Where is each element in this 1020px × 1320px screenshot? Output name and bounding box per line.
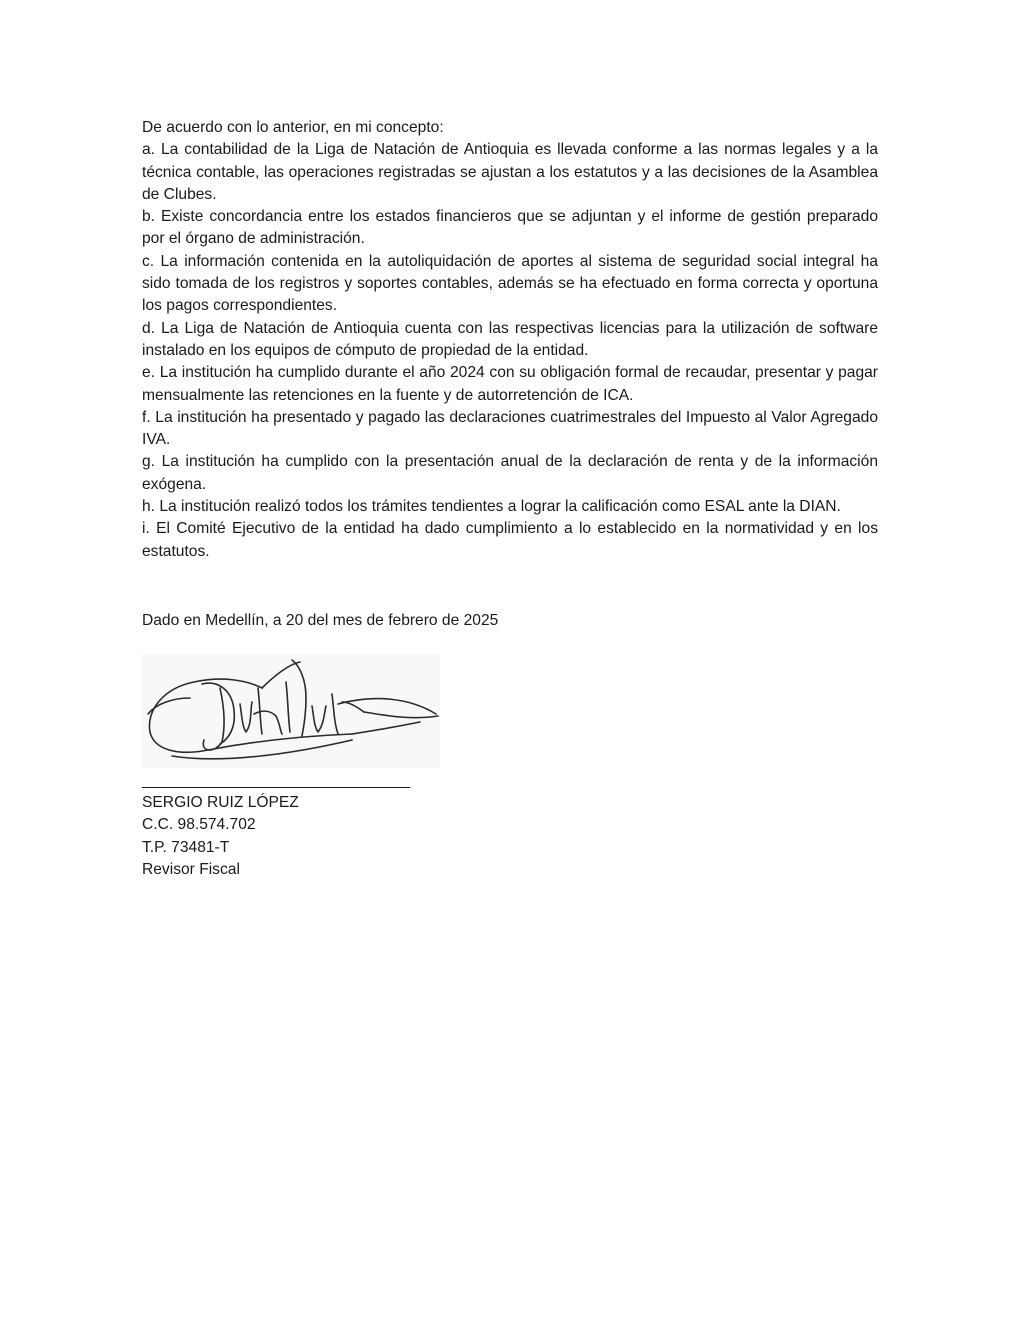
opinion-item-c: c. La información contenida en la autoliquidación de aportes al sistema de seguridad social integral ha sido tomada de los registros y soportes contables, además se ha efectuado en forma correcta y oportuna los pagos correspondientes.	[142, 252, 878, 315]
opinion-item-d: d. La Liga de Natación de Antioquia cuenta con las respectivas licencias para la utilización de software instalado en los equipos de cómputo de propiedad de la entidad.	[142, 319, 878, 359]
signer-name: SERGIO RUIZ LÓPEZ	[142, 794, 299, 811]
opinion-item-g: g. La institución ha cumplido con la presentación anual de la declaración de renta y de la información exógena.	[142, 453, 878, 493]
opinion-item-b: b. Existe concordancia entre los estados financieros que se adjuntan y el informe de gestión preparado por el órgano de administración.	[142, 208, 878, 248]
signer-role: Revisor Fiscal	[142, 860, 240, 878]
signer-block	[142, 792, 299, 881]
opinion-body	[142, 117, 878, 563]
opinion-item-a: a. La contabilidad de la Liga de Natación de Antioquia es llevada conforme a las normas legales y a la técnica contable, las operaciones registradas se ajustan a los estatutos y a las decisiones de la Asamblea de Clubes.	[142, 141, 878, 203]
date-line: Dado en Medellín, a 20 del mes de febrero de 2025	[142, 612, 499, 629]
handwritten-signature	[142, 654, 440, 768]
intro-text: De acuerdo con lo anterior, en mi concepto:	[142, 119, 444, 136]
signer-id: C.C. 98.574.702	[142, 816, 256, 834]
signature-line: ________________________________	[142, 772, 410, 789]
signer-tp: T.P. 73481-T	[142, 838, 230, 856]
opinion-item-i: i. El Comité Ejecutivo de la entidad ha dado cumplimiento a lo establecido en la normatividad y en los estatutos.	[142, 520, 878, 560]
opinion-item-e: e. La institución ha cumplido durante el año 2024 con su obligación formal de recaudar, presentar y pagar mensualmente las retenciones en la fuente y de autorretención de ICA.	[142, 364, 878, 404]
signature-icon	[142, 654, 440, 768]
opinion-item-f: f. La institución ha presentado y pagado las declaraciones cuatrimestrales del Impuesto al Valor Agregado IVA.	[142, 408, 878, 449]
opinion-item-h: h. La institución realizó todos los trámites tendientes a lograr la calificación como ESAL ante la DIAN.	[142, 498, 841, 516]
